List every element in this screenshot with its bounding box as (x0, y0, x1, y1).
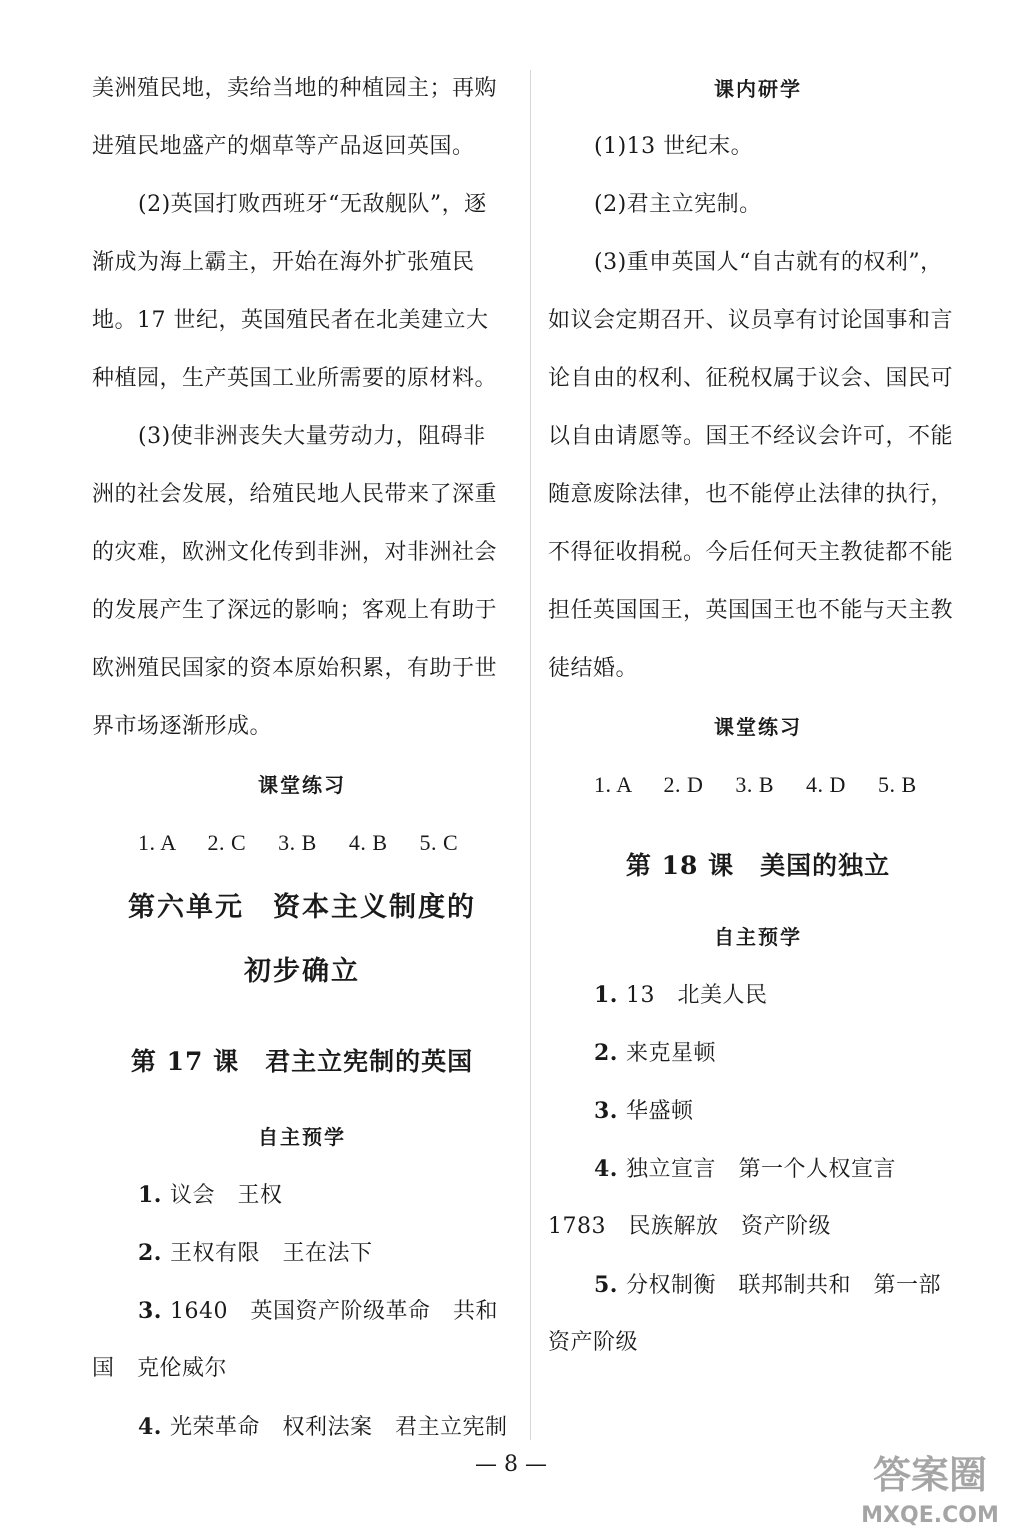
item-text: 分权制衡 联邦制共和 第一部 (625, 1273, 941, 1298)
list-item-continuation (548, 1198, 968, 1256)
item-text: 议会 王权 (169, 1183, 283, 1208)
item-text: 1783 民族解放 资产阶级 (548, 1214, 831, 1239)
list-item (548, 1140, 968, 1198)
item-text: 13 北美人民 (625, 983, 768, 1008)
list-item (92, 1224, 512, 1282)
text-line: 洲的社会发展，给殖民地人民带来了深重 (92, 482, 498, 507)
text-line: 界市场逐渐形成。 (92, 714, 273, 739)
answer: 4. B (348, 830, 388, 855)
list-item (92, 1282, 512, 1340)
list-item (92, 1398, 512, 1456)
text-line: 以自由请愿等。国王不经议会许可，不能 (548, 424, 954, 449)
unit-title: 第六单元 资本主义制度的 (128, 892, 476, 923)
item-number: 2. (138, 1240, 162, 1266)
list-item (548, 1256, 968, 1314)
answer: 1. A (138, 830, 176, 855)
item-number: 4. (138, 1414, 162, 1440)
answer: 2. C (207, 830, 247, 855)
answer: 4. D (806, 772, 846, 797)
text-line: 美洲殖民地，卖给当地的种植园主；再购 (92, 76, 498, 101)
text-line: 如议会定期召开、议员享有讨论国事和言 (548, 308, 954, 333)
answer: 5. C (419, 830, 459, 855)
page-number: — 8 — (475, 1452, 547, 1477)
text-line: (3)重申英国人“自古就有的权利”， (594, 250, 943, 275)
lesson-title: 第 17 课 君主立宪制的英国 (130, 1047, 474, 1076)
answer: 1. A (594, 772, 632, 797)
text-line: (3)使非洲丧失大量劳动力，阻碍非 (138, 424, 486, 449)
text-line: 渐成为海上霸主，开始在海外扩张殖民 (92, 250, 475, 275)
section-heading: 课内研学 (714, 77, 802, 101)
answer: 2. D (663, 772, 704, 797)
item-text: 1640 英国资产阶级革命 共和 (169, 1299, 498, 1324)
section-heading: 自主预学 (258, 1125, 346, 1149)
text-line: 担任英国国王，英国国王也不能与天主教 (548, 598, 954, 623)
item-text: 国 克伦威尔 (92, 1356, 228, 1381)
list-item-continuation (92, 1340, 512, 1398)
right-column (548, 60, 968, 1372)
item-text: 来克星顿 (625, 1041, 716, 1066)
answer: 3. B (735, 772, 775, 797)
item-number: 5. (594, 1272, 618, 1298)
item-text: 独立宣言 第一个人权宣言 (625, 1157, 896, 1182)
text-line: 进殖民地盛产的烟草等产品返回英国。 (92, 134, 475, 159)
item-text: 王权有限 王在法下 (169, 1241, 373, 1266)
answer-row (92, 814, 512, 872)
unit-title: 初步确立 (244, 956, 360, 987)
text-line: 随意废除法律，也不能停止法律的执行， (548, 482, 954, 507)
text-line: (2)英国打败西班牙“无敌舰队”，逐 (138, 192, 487, 217)
item-number: 2. (594, 1040, 618, 1066)
list-item (548, 1082, 968, 1140)
item-number: 1. (138, 1182, 162, 1208)
text-line: 的发展产生了深远的影响；客观上有助于 (92, 598, 498, 623)
section-heading: 课堂练习 (714, 715, 802, 739)
text-line: 种植园，生产英国工业所需要的原材料。 (92, 366, 498, 391)
item-text: 资产阶级 (548, 1330, 639, 1355)
item-number: 3. (138, 1298, 162, 1324)
answer-row (548, 756, 968, 814)
section-heading: 自主预学 (714, 925, 802, 949)
text-line: 论自由的权利、征税权属于议会、国民可 (548, 366, 954, 391)
text-line: 徒结婚。 (548, 656, 639, 681)
column-divider (530, 70, 531, 1440)
watermark-logo-icon (845, 1440, 1015, 1530)
text-line: 不得征收捐税。今后任何天主教徒都不能 (548, 540, 954, 565)
text-line: 的灾难，欧洲文化传到非洲，对非洲社会 (92, 540, 498, 565)
section-heading: 课堂练习 (258, 773, 346, 797)
item-number: 1. (594, 982, 618, 1008)
text-line: (1)13 世纪末。 (594, 134, 754, 159)
answer: 5. B (877, 772, 917, 797)
item-number: 3. (594, 1098, 618, 1124)
list-item (548, 1024, 968, 1082)
text-line: (2)君主立宪制。 (594, 192, 762, 217)
lesson-title: 第 18 课 美国的独立 (625, 851, 891, 880)
item-number: 4. (594, 1156, 618, 1182)
text-line: 地。17 世纪，英国殖民者在北美建立大 (92, 308, 489, 333)
list-item (548, 966, 968, 1024)
watermark-text: 答案圈 (872, 1453, 988, 1497)
left-column (92, 60, 512, 1456)
list-item (92, 1166, 512, 1224)
watermark-url: MXQE.COM (861, 1503, 999, 1528)
text-line: 欧洲殖民国家的资本原始积累，有助于世 (92, 656, 498, 681)
list-item-continuation (548, 1314, 968, 1372)
item-text: 光荣革命 权利法案 君主立宪制 (169, 1415, 508, 1440)
item-text: 华盛顿 (625, 1099, 694, 1124)
answer: 3. B (278, 830, 317, 855)
